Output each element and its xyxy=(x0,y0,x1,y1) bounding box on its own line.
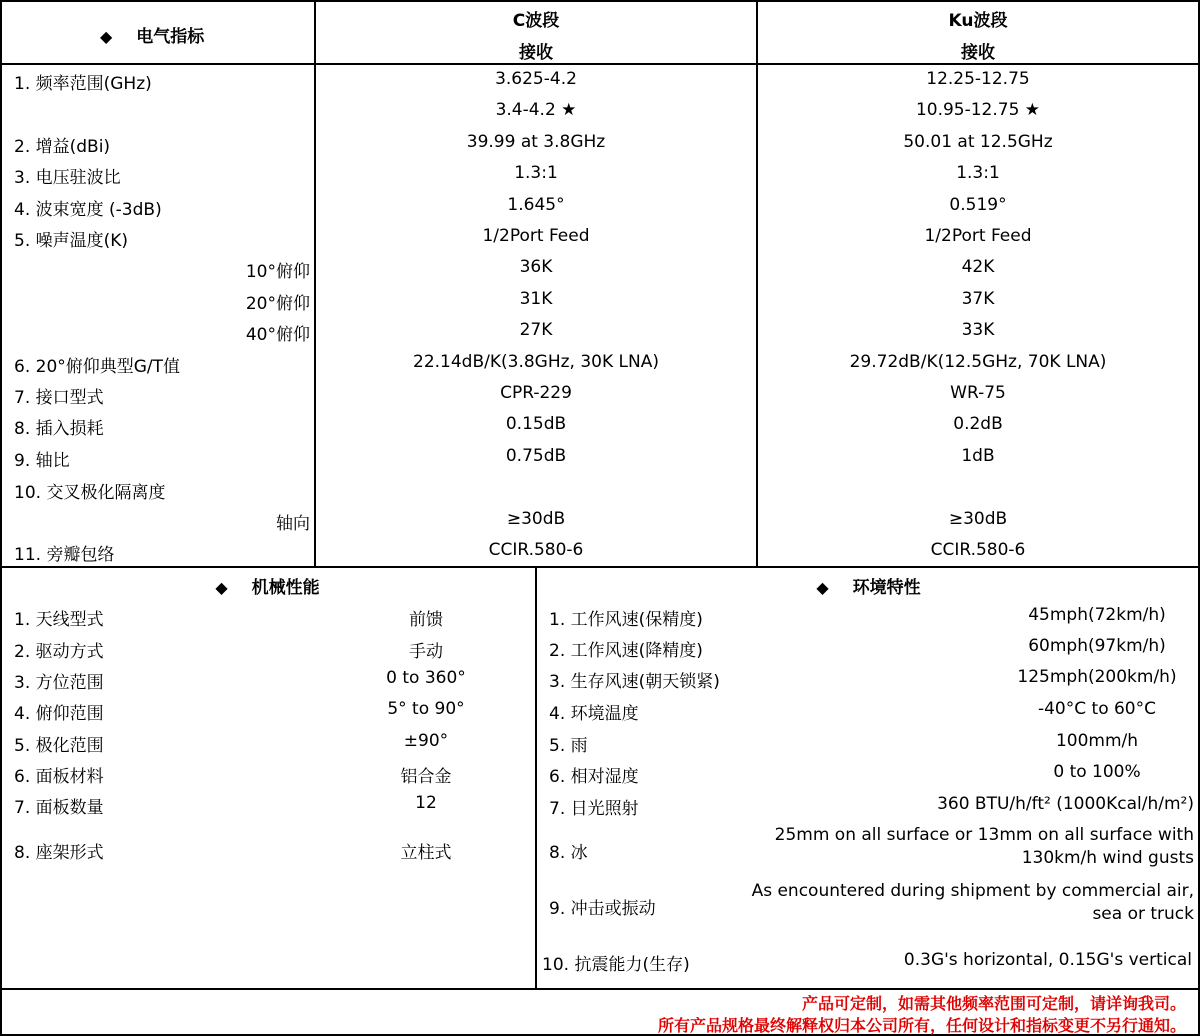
c-value: 27K xyxy=(519,320,553,340)
environmental-title: 环境特性 xyxy=(852,578,921,598)
mech-label: 7. 面板数量 xyxy=(14,798,104,818)
row-label: 11. 旁瓣包络 xyxy=(14,545,115,565)
env-value: 45mph(72km/h) xyxy=(1028,605,1166,625)
ku-value: 1dB xyxy=(961,446,995,466)
mech-label: 8. 座架形式 xyxy=(14,843,104,863)
mech-value: ±90° xyxy=(403,731,449,751)
mech-value: 12 xyxy=(415,793,437,813)
mech-value: 前馈 xyxy=(409,610,443,630)
mechanical-header xyxy=(0,573,535,598)
c-value: 39.99 at 3.8GHz xyxy=(466,132,606,152)
row-sublabel: 20°俯仰 xyxy=(245,294,310,314)
c-value: 0.15dB xyxy=(505,414,567,434)
mech-label: 4. 俯仰范围 xyxy=(14,704,104,724)
note-disclaimer: 所有产品规格最终解释权归本公司所有，任何设计和指标变更不另行通知。 xyxy=(657,1016,1186,1035)
row-label: 4. 波束宽度 (-3dB) xyxy=(14,200,162,220)
ku-value: 0.519° xyxy=(949,195,1007,215)
c-band-sub: 接收 xyxy=(519,43,553,63)
row-label: 3. 电压驻波比 xyxy=(14,168,121,188)
electrical-title: 电气指标 xyxy=(136,27,205,47)
row-label: 10. 交叉极化隔离度 xyxy=(14,483,166,503)
env-value: 0 to 100% xyxy=(1053,762,1141,782)
divider-notes xyxy=(0,988,1200,990)
ku-value: 42K xyxy=(961,257,995,277)
mech-label: 5. 极化范围 xyxy=(14,736,104,756)
c-band-title: C波段 xyxy=(512,11,560,31)
list-item xyxy=(0,632,535,663)
table-row xyxy=(0,409,1200,440)
env-label: 10. 抗震能力(生存) xyxy=(542,955,690,975)
ku-value: 1/2Port Feed xyxy=(924,226,1032,246)
env-value: 100mm/h xyxy=(1055,731,1139,751)
row-label: 9. 轴比 xyxy=(14,451,70,471)
row-sublabel: 40°俯仰 xyxy=(245,325,310,345)
env-value: 360 BTU/h/ft² (1000Kcal/h/m²) xyxy=(937,794,1194,814)
env-label: 3. 生存风速(朝天锁紧) xyxy=(549,672,720,692)
env-value-line1: As encountered during shipment by commercial air, xyxy=(751,881,1194,901)
c-value: ≥30dB xyxy=(506,509,566,529)
table-row xyxy=(0,504,1200,535)
list-item xyxy=(0,757,535,788)
c-value: 22.14dB/K(3.8GHz, 30K LNA) xyxy=(413,352,659,372)
table-row xyxy=(0,252,1200,283)
ku-value: 50.01 at 12.5GHz xyxy=(903,132,1053,152)
ku-value: 1.3:1 xyxy=(956,163,1000,183)
env-value-line2: 130km/h wind gusts xyxy=(1021,848,1194,868)
mech-value: 铝合金 xyxy=(400,767,452,787)
c-value: 0.75dB xyxy=(505,446,567,466)
row-label: 7. 接口型式 xyxy=(14,388,104,408)
ku-band-title: Ku波段 xyxy=(948,11,1008,31)
ku-value: ≥30dB xyxy=(948,509,1008,529)
list-item xyxy=(0,663,535,694)
env-value: 125mph(200km/h) xyxy=(1017,667,1177,687)
electrical-header xyxy=(100,22,204,47)
mech-value: 手动 xyxy=(409,642,443,662)
table-row xyxy=(0,347,1200,378)
diamond-icon: ◆ xyxy=(816,578,829,597)
env-label: 1. 工作风速(保精度) xyxy=(549,610,703,630)
ku-band-sub: 接收 xyxy=(961,43,995,63)
list-item xyxy=(0,600,535,631)
row-label: 2. 增益(dBi) xyxy=(14,137,111,157)
row-label: 8. 插入损耗 xyxy=(14,419,104,439)
env-label: 8. 冰 xyxy=(549,843,588,863)
mech-value: 立柱式 xyxy=(400,843,452,863)
env-value: 60mph(97km/h) xyxy=(1028,636,1166,656)
table-row xyxy=(0,190,1200,221)
mech-value: 5° to 90° xyxy=(387,699,465,719)
c-value: 1.645° xyxy=(507,195,565,215)
ku-value: 37K xyxy=(961,289,995,309)
ku-value: CCIR.580-6 xyxy=(930,540,1026,560)
table-row xyxy=(0,441,1200,472)
env-value-line2: sea or truck xyxy=(1092,904,1194,924)
mech-label: 6. 面板材料 xyxy=(14,767,104,787)
note-customizable: 产品可定制，如需其他频率范围可定制，请详询我司。 xyxy=(801,994,1186,1013)
diamond-icon: ◆ xyxy=(215,578,228,597)
list-item xyxy=(0,694,535,725)
table-row xyxy=(0,221,1200,252)
ku-value: 0.2dB xyxy=(953,414,1003,434)
table-row xyxy=(0,473,1200,504)
env-label: 4. 环境温度 xyxy=(549,704,639,724)
table-row xyxy=(0,127,1200,158)
env-label: 9. 冲击或振动 xyxy=(549,899,656,919)
mech-value: 0 to 360° xyxy=(386,668,466,688)
c-value: 1.3:1 xyxy=(514,163,558,183)
table-row xyxy=(0,158,1200,189)
c-value: 1/2Port Feed xyxy=(482,226,590,246)
row-sublabel: 轴向 xyxy=(276,514,310,534)
env-label: 6. 相对湿度 xyxy=(549,767,639,787)
divider-section xyxy=(0,566,1200,568)
table-row xyxy=(0,535,1200,566)
env-label: 7. 日光照射 xyxy=(549,799,639,819)
c-value: 31K xyxy=(519,289,553,309)
table-row xyxy=(0,284,1200,315)
mech-label: 3. 方位范围 xyxy=(14,673,104,693)
list-item xyxy=(0,833,535,864)
ku-value: 29.72dB/K(12.5GHz, 70K LNA) xyxy=(849,352,1107,372)
ku-value: 33K xyxy=(961,320,995,340)
row-label: 5. 噪声温度(K) xyxy=(14,231,129,251)
list-item xyxy=(0,788,535,819)
table-row xyxy=(0,64,1200,95)
env-value: 0.3G's horizontal, 0.15G's vertical xyxy=(903,950,1192,970)
table-row xyxy=(0,378,1200,409)
env-label: 5. 雨 xyxy=(549,736,588,756)
mech-label: 1. 天线型式 xyxy=(14,610,104,630)
row-label: 1. 频率范围(GHz) xyxy=(14,74,152,94)
table-row xyxy=(0,95,1200,126)
env-label: 2. 工作风速(降精度) xyxy=(549,641,703,661)
ku-value: 12.25-12.75 xyxy=(926,69,1030,89)
diamond-icon: ◆ xyxy=(100,27,113,46)
table-row xyxy=(0,315,1200,346)
c-value: 3.4-4.2 ★ xyxy=(495,100,577,120)
ku-value: 10.95-12.75 ★ xyxy=(915,100,1041,120)
mech-label: 2. 驱动方式 xyxy=(14,642,104,662)
list-item xyxy=(0,726,535,757)
env-value: -40°C to 60°C xyxy=(1037,699,1156,719)
c-value: CPR-229 xyxy=(500,383,572,403)
row-sublabel: 10°俯仰 xyxy=(245,262,310,282)
mechanical-title: 机械性能 xyxy=(251,578,320,598)
c-value: 3.625-4.2 xyxy=(495,69,577,89)
environmental-header xyxy=(537,573,1200,598)
c-value: CCIR.580-6 xyxy=(488,540,584,560)
env-value-line1: 25mm on all surface or 13mm on all surface with xyxy=(774,825,1194,845)
c-value: 36K xyxy=(519,257,553,277)
ku-value: WR-75 xyxy=(950,383,1006,403)
row-label: 6. 20°俯仰典型G/T值 xyxy=(14,357,181,377)
